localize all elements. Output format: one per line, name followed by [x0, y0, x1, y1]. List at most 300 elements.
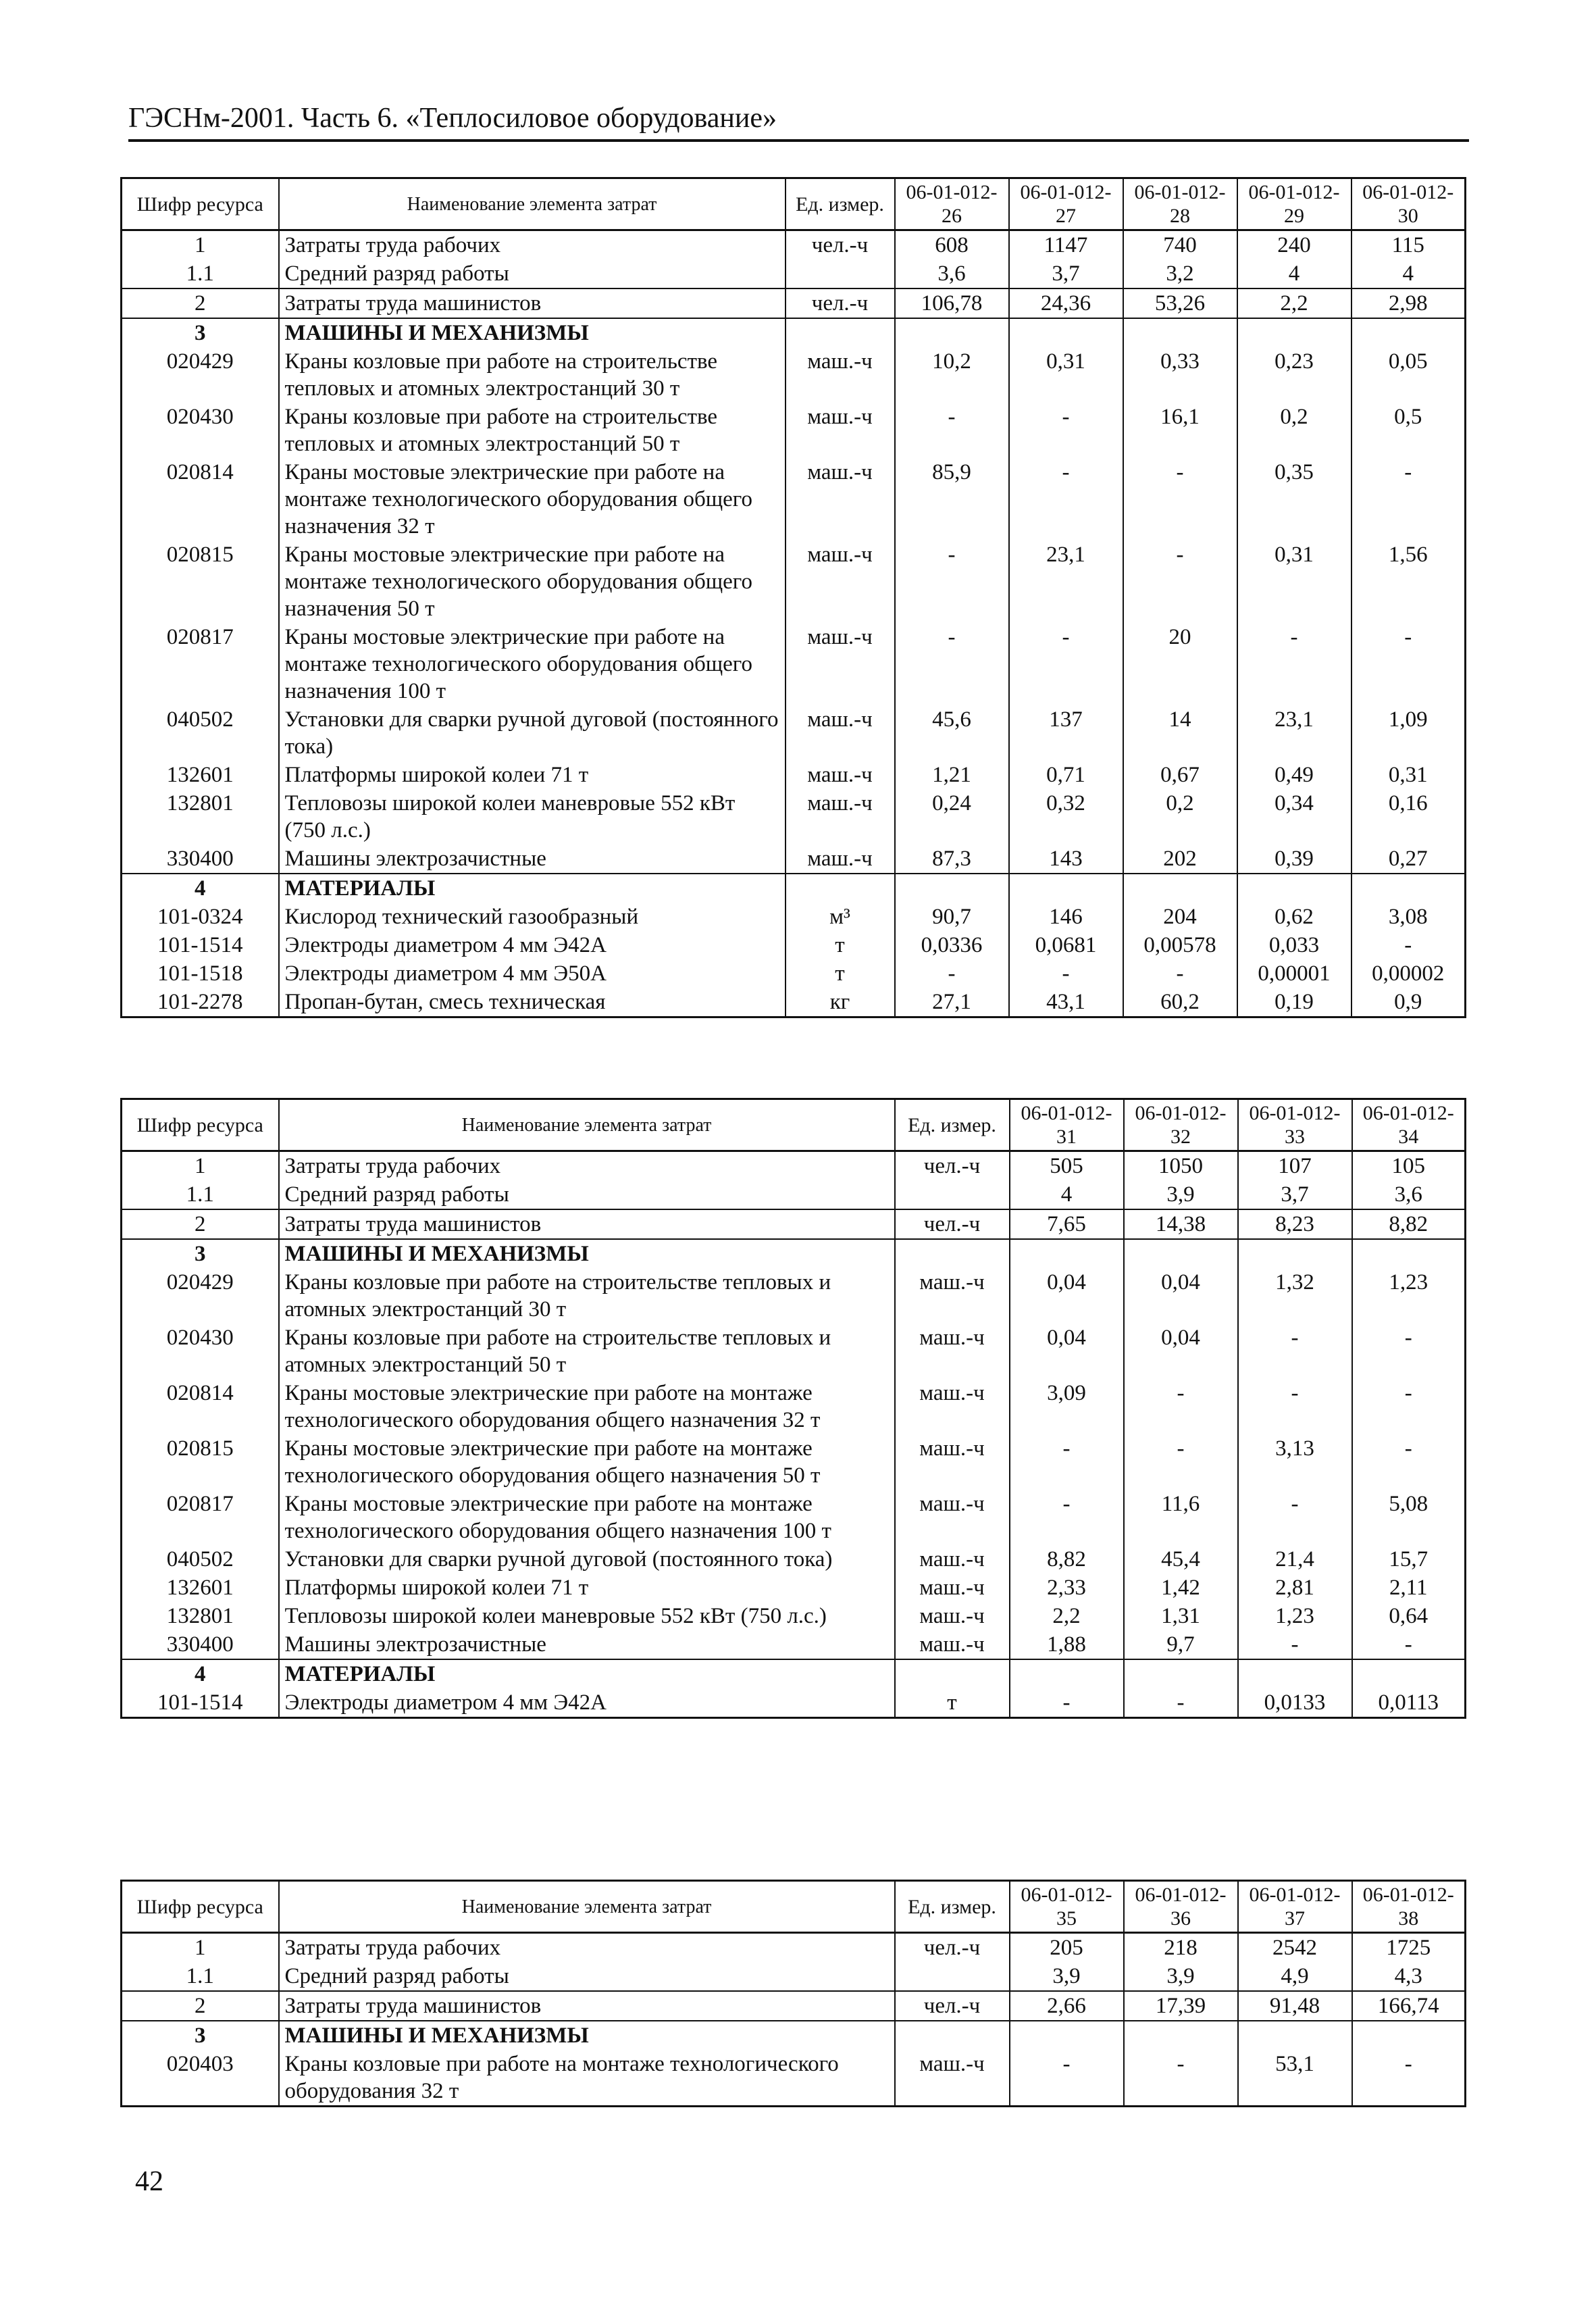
table-row: [122, 403, 1466, 458]
resource-value: 0,33: [1123, 347, 1237, 403]
resource-value: [1237, 318, 1352, 347]
table-body: [122, 1933, 1466, 2107]
resource-value: 0,00001: [1237, 959, 1352, 988]
resource-value: 0,32: [1009, 789, 1123, 845]
resource-code: 040502: [122, 1545, 279, 1574]
resource-value: 1,21: [895, 761, 1009, 789]
resource-unit: чел.-ч: [786, 230, 895, 260]
resource-value: 0,31: [1009, 347, 1123, 403]
resource-value: 1,56: [1352, 540, 1466, 623]
resource-value: 23,1: [1009, 540, 1123, 623]
resource-code: 020817: [122, 623, 279, 705]
resource-value: 10,2: [895, 347, 1009, 403]
resource-code: 020429: [122, 347, 279, 403]
resource-value: -: [1123, 458, 1237, 540]
header-name: Наименование элемента затрат: [279, 1881, 895, 1933]
resource-value: 2,66: [1010, 1991, 1124, 2021]
table-row: [122, 623, 1466, 705]
resource-value: 115: [1352, 230, 1466, 260]
resource-code: 040502: [122, 705, 279, 761]
resource-code: 020403: [122, 2050, 279, 2107]
resource-value: [1124, 1239, 1238, 1268]
resource-value: -: [1238, 1630, 1352, 1659]
resource-value: -: [1352, 931, 1466, 959]
resource-code: 132801: [122, 789, 279, 845]
resource-code: 132801: [122, 1602, 279, 1630]
resource-name: Средний разряд работы: [279, 1962, 895, 1991]
resource-name: Установки для сварки ручной дуговой (постоянного тока): [279, 705, 786, 761]
resource-value: 0,04: [1010, 1324, 1124, 1379]
resource-unit: маш.-ч: [786, 623, 895, 705]
resource-name: Краны мостовые электрические при работе на монтаже технологического оборудования общего назначения 50 т: [279, 1434, 895, 1490]
table-row: [122, 288, 1466, 318]
resource-name: Краны козловые при работе на строительстве тепловых и атомных электростанций 30 т: [279, 347, 786, 403]
resource-value: 16,1: [1123, 403, 1237, 458]
resource-unit: чел.-ч: [786, 288, 895, 318]
resource-value: -: [895, 959, 1009, 988]
resource-value: 0,05: [1352, 347, 1466, 403]
resource-value: [1237, 874, 1352, 903]
table-row: [122, 931, 1466, 959]
resource-unit: [895, 2021, 1010, 2050]
resource-value: 205: [1010, 1933, 1124, 1963]
resource-name: Затраты труда рабочих: [279, 230, 786, 260]
resource-code: 1.1: [122, 1180, 279, 1209]
resource-name: Краны мостовые электрические при работе на монтаже технологического оборудования общего назначения 100 т: [279, 1490, 895, 1545]
resource-code: 3: [122, 1239, 279, 1268]
table-row: [122, 347, 1466, 403]
resource-value: [1352, 1239, 1466, 1268]
resource-value: 0,19: [1237, 988, 1352, 1017]
resource-name: Краны козловые при работе на строительстве тепловых и атомных электростанций 50 т: [279, 1324, 895, 1379]
table-row: [122, 988, 1466, 1017]
resource-value: 107: [1238, 1151, 1352, 1181]
resource-value: 14,38: [1124, 1209, 1238, 1239]
resource-unit: маш.-ч: [895, 1545, 1010, 1574]
resource-value: 3,2: [1123, 259, 1237, 288]
resource-code: 101-1518: [122, 959, 279, 988]
resource-unit: маш.-ч: [786, 789, 895, 845]
resource-value: 0,23: [1237, 347, 1352, 403]
resource-unit: чел.-ч: [895, 1151, 1010, 1181]
resource-unit: маш.-ч: [786, 845, 895, 874]
resource-code: 2: [122, 1209, 279, 1239]
resource-name: Тепловозы широкой колеи маневровые 552 кВт (750 л.с.): [279, 789, 786, 845]
table-row: [122, 1268, 1466, 1324]
resource-value: 3,9: [1010, 1962, 1124, 1991]
resource-code: 101-1514: [122, 931, 279, 959]
resource-name: Кислород технический газообразный: [279, 903, 786, 931]
resource-value: 1147: [1009, 230, 1123, 260]
resource-unit: маш.-ч: [786, 458, 895, 540]
resource-unit: маш.-ч: [895, 2050, 1010, 2107]
resource-unit: маш.-ч: [786, 705, 895, 761]
resource-value: -: [1352, 2050, 1466, 2107]
resource-value: 0,16: [1352, 789, 1466, 845]
header-column: 06-01-012-26: [895, 178, 1009, 230]
resource-code: 020430: [122, 403, 279, 458]
resource-unit: кг: [786, 988, 895, 1017]
resource-value: 0,62: [1237, 903, 1352, 931]
resource-value: 0,35: [1237, 458, 1352, 540]
resource-value: 60,2: [1123, 988, 1237, 1017]
resource-name: Краны мостовые электрические при работе на монтаже технологического оборудования общего назначения 32 т: [279, 1379, 895, 1434]
table-row: [122, 540, 1466, 623]
resource-code: 020817: [122, 1490, 279, 1545]
resource-name: Краны мостовые электрические при работе на монтаже технологического оборудования общего назначения 100 т: [279, 623, 786, 705]
resource-name: Установки для сварки ручной дуговой (постоянного тока): [279, 1545, 895, 1574]
resource-value: 106,78: [895, 288, 1009, 318]
resource-value: 15,7: [1352, 1545, 1466, 1574]
resource-table-1: [120, 177, 1466, 1018]
resource-code: 3: [122, 318, 279, 347]
resource-unit: маш.-ч: [895, 1379, 1010, 1434]
resource-value: 0,04: [1124, 1268, 1238, 1324]
resource-value: 0,64: [1352, 1602, 1466, 1630]
table-row: [122, 1209, 1466, 1239]
section-row: [122, 2021, 1466, 2050]
resource-value: -: [1009, 623, 1123, 705]
resource-value: [1123, 874, 1237, 903]
resource-code: 020815: [122, 540, 279, 623]
resource-value: -: [1124, 1688, 1238, 1718]
resource-unit: чел.-ч: [895, 1991, 1010, 2021]
resource-value: 1050: [1124, 1151, 1238, 1181]
table-row: [122, 1151, 1466, 1181]
resource-unit: т: [786, 959, 895, 988]
resource-value: 3,09: [1010, 1379, 1124, 1434]
resource-value: 7,65: [1010, 1209, 1124, 1239]
resource-code: 020814: [122, 1379, 279, 1434]
resource-value: 91,48: [1238, 1991, 1352, 2021]
table-row: [122, 1574, 1466, 1602]
resource-value: 20: [1123, 623, 1237, 705]
resource-unit: маш.-ч: [786, 347, 895, 403]
resource-value: -: [1352, 1434, 1466, 1490]
resource-code: 330400: [122, 845, 279, 874]
resource-value: 4: [1352, 259, 1466, 288]
resource-code: 2: [122, 288, 279, 318]
resource-value: -: [1124, 1434, 1238, 1490]
resource-value: 4,9: [1238, 1962, 1352, 1991]
resource-value: 1,31: [1124, 1602, 1238, 1630]
resource-value: 3,08: [1352, 903, 1466, 931]
resource-value: 0,34: [1237, 789, 1352, 845]
table-row: [122, 845, 1466, 874]
table-header-row: [122, 1881, 1466, 1933]
resource-name: Электроды диаметром 4 мм Э42А: [279, 931, 786, 959]
resource-value: -: [1009, 458, 1123, 540]
resource-value: -: [895, 540, 1009, 623]
resource-value: 0,9: [1352, 988, 1466, 1017]
resource-value: -: [1009, 959, 1123, 988]
resource-name: Затраты труда машинистов: [279, 1991, 895, 2021]
table-row: [122, 1602, 1466, 1630]
resource-value: 45,4: [1124, 1545, 1238, 1574]
resource-code: 2: [122, 1991, 279, 2021]
resource-name: Электроды диаметром 4 мм Э42А: [279, 1688, 895, 1718]
resource-name: Краны мостовые электрические при работе на монтаже технологического оборудования общего назначения 32 т: [279, 458, 786, 540]
resource-value: -: [1123, 959, 1237, 988]
table-row: [122, 1962, 1466, 1991]
resource-unit: [786, 874, 895, 903]
table-row: [122, 1688, 1466, 1718]
resource-name: МАШИНЫ И МЕХАНИЗМЫ: [279, 1239, 895, 1268]
resource-value: 0,27: [1352, 845, 1466, 874]
resource-value: -: [1010, 1490, 1124, 1545]
resource-unit: [895, 1180, 1010, 1209]
resource-name: Краны козловые при работе на монтаже технологического оборудования 32 т: [279, 2050, 895, 2107]
resource-value: 218: [1124, 1933, 1238, 1963]
header-column: 06-01-012-32: [1124, 1099, 1238, 1151]
resource-value: 8,82: [1352, 1209, 1466, 1239]
resource-value: -: [1352, 623, 1466, 705]
resource-value: 740: [1123, 230, 1237, 260]
resource-value: 14: [1123, 705, 1237, 761]
header-column: 06-01-012-30: [1352, 178, 1466, 230]
resource-value: 146: [1009, 903, 1123, 931]
header-column: 06-01-012-27: [1009, 178, 1123, 230]
resource-value: 27,1: [895, 988, 1009, 1017]
resource-name: МАШИНЫ И МЕХАНИЗМЫ: [279, 318, 786, 347]
resource-value: 1,32: [1238, 1268, 1352, 1324]
resource-code: 101-2278: [122, 988, 279, 1017]
resource-value: -: [1237, 623, 1352, 705]
resource-code: 1: [122, 1151, 279, 1181]
page-header: ГЭСНм-2001. Часть 6. «Теплосиловое оборудование»: [128, 100, 1469, 142]
table-row: [122, 959, 1466, 988]
resource-unit: т: [895, 1688, 1010, 1718]
section-row: [122, 1239, 1466, 1268]
resource-code: 020429: [122, 1268, 279, 1324]
header-name: Наименование элемента затрат: [279, 1099, 895, 1151]
resource-unit: м³: [786, 903, 895, 931]
resource-name: Средний разряд работы: [279, 259, 786, 288]
resource-value: 202: [1123, 845, 1237, 874]
resource-value: 204: [1123, 903, 1237, 931]
resource-value: [1010, 1659, 1124, 1688]
page-number: 42: [135, 2166, 163, 2197]
table-row: [122, 1991, 1466, 2021]
resource-code: 4: [122, 1659, 279, 1688]
resource-value: 1,09: [1352, 705, 1466, 761]
resource-value: -: [1352, 1324, 1466, 1379]
resource-value: [1010, 1239, 1124, 1268]
resource-code: 4: [122, 874, 279, 903]
resource-name: Затраты труда рабочих: [279, 1151, 895, 1181]
resource-value: 4: [1010, 1180, 1124, 1209]
resource-value: -: [1123, 540, 1237, 623]
resource-unit: маш.-ч: [786, 540, 895, 623]
header-column: 06-01-012-33: [1238, 1099, 1352, 1151]
resource-value: 0,5: [1352, 403, 1466, 458]
resource-code: 101-1514: [122, 1688, 279, 1718]
table-row: [122, 1379, 1466, 1434]
resource-value: [1123, 318, 1237, 347]
table-row: [122, 789, 1466, 845]
resource-value: 1,42: [1124, 1574, 1238, 1602]
resource-value: 1,23: [1238, 1602, 1352, 1630]
resource-unit: маш.-ч: [895, 1574, 1010, 1602]
resource-value: 1,23: [1352, 1268, 1466, 1324]
resource-value: 85,9: [895, 458, 1009, 540]
resource-value: 2,98: [1352, 288, 1466, 318]
resource-value: [1010, 2021, 1124, 2050]
resource-name: Тепловозы широкой колеи маневровые 552 кВт (750 л.с.): [279, 1602, 895, 1630]
resource-value: 105: [1352, 1151, 1466, 1181]
resource-value: 0,31: [1237, 540, 1352, 623]
resource-unit: маш.-ч: [895, 1268, 1010, 1324]
header-code: Шифр ресурса: [122, 1099, 279, 1151]
resource-name: Машины электрозачистные: [279, 845, 786, 874]
resource-value: 17,39: [1124, 1991, 1238, 2021]
resource-value: [1352, 318, 1466, 347]
resource-name: Платформы широкой колеи 71 т: [279, 761, 786, 789]
resource-value: 0,31: [1352, 761, 1466, 789]
resource-code: 330400: [122, 1630, 279, 1659]
resource-value: 3,9: [1124, 1180, 1238, 1209]
resource-value: 0,033: [1237, 931, 1352, 959]
header-name: Наименование элемента затрат: [279, 178, 786, 230]
resource-value: 4,3: [1352, 1962, 1466, 1991]
resource-name: Пропан-бутан, смесь техническая: [279, 988, 786, 1017]
resource-unit: [895, 1239, 1010, 1268]
table-row: [122, 2050, 1466, 2107]
resource-value: 3,13: [1238, 1434, 1352, 1490]
resource-name: Машины электрозачистные: [279, 1630, 895, 1659]
resource-unit: т: [786, 931, 895, 959]
resource-unit: [786, 259, 895, 288]
resource-value: -: [1124, 1379, 1238, 1434]
table-row: [122, 1324, 1466, 1379]
section-row: [122, 1659, 1466, 1688]
header-column: 06-01-012-37: [1238, 1881, 1352, 1933]
table-body: [122, 230, 1466, 1017]
resource-name: Краны козловые при работе на строительстве тепловых и атомных электростанций 30 т: [279, 1268, 895, 1324]
header-code: Шифр ресурса: [122, 178, 279, 230]
resource-value: 2,2: [1010, 1602, 1124, 1630]
resource-unit: маш.-ч: [786, 403, 895, 458]
resource-name: Затраты труда машинистов: [279, 1209, 895, 1239]
resource-code: 3: [122, 2021, 279, 2050]
resource-code: 132601: [122, 761, 279, 789]
resource-value: 53,26: [1123, 288, 1237, 318]
resource-value: 2,11: [1352, 1574, 1466, 1602]
resource-value: 0,0133: [1238, 1688, 1352, 1718]
table-row: [122, 230, 1466, 260]
resource-unit: маш.-ч: [786, 761, 895, 789]
resource-name: МАШИНЫ И МЕХАНИЗМЫ: [279, 2021, 895, 2050]
resource-value: [1009, 318, 1123, 347]
resource-value: 0,04: [1010, 1268, 1124, 1324]
resource-value: 166,74: [1352, 1991, 1466, 2021]
table-row: [122, 1630, 1466, 1659]
table-body: [122, 1151, 1466, 1718]
resource-value: [1238, 2021, 1352, 2050]
resource-value: 8,23: [1238, 1209, 1352, 1239]
resource-unit: [786, 318, 895, 347]
resource-value: 9,7: [1124, 1630, 1238, 1659]
resource-value: -: [1124, 2050, 1238, 2107]
resource-value: -: [1238, 1379, 1352, 1434]
table-row: [122, 1490, 1466, 1545]
resource-code: 101-0324: [122, 903, 279, 931]
table-header-row: [122, 1099, 1466, 1151]
resource-name: Средний разряд работы: [279, 1180, 895, 1209]
resource-value: 608: [895, 230, 1009, 260]
resource-unit: маш.-ч: [895, 1324, 1010, 1379]
resource-value: 11,6: [1124, 1490, 1238, 1545]
resource-value: 0,24: [895, 789, 1009, 845]
resource-value: 23,1: [1237, 705, 1352, 761]
resource-unit: маш.-ч: [895, 1602, 1010, 1630]
resource-value: 43,1: [1009, 988, 1123, 1017]
resource-value: 4: [1237, 259, 1352, 288]
resource-name: Краны козловые при работе на строительстве тепловых и атомных электростанций 50 т: [279, 403, 786, 458]
resource-value: 3,9: [1124, 1962, 1238, 1991]
resource-value: [1238, 1239, 1352, 1268]
resource-value: 5,08: [1352, 1490, 1466, 1545]
resource-value: [1009, 874, 1123, 903]
resource-value: [895, 318, 1009, 347]
resource-name: Затраты труда рабочих: [279, 1933, 895, 1963]
resource-value: 143: [1009, 845, 1123, 874]
resource-value: 8,82: [1010, 1545, 1124, 1574]
resource-code: 020815: [122, 1434, 279, 1490]
resource-value: 2,2: [1237, 288, 1352, 318]
table-row: [122, 1434, 1466, 1490]
section-row: [122, 874, 1466, 903]
resource-value: 0,2: [1237, 403, 1352, 458]
resource-name: Краны мостовые электрические при работе на монтаже технологического оборудования общего назначения 50 т: [279, 540, 786, 623]
resource-value: [1124, 1659, 1238, 1688]
resource-value: -: [1352, 458, 1466, 540]
header-column: 06-01-012-31: [1010, 1099, 1124, 1151]
resource-value: 1,88: [1010, 1630, 1124, 1659]
table-row: [122, 1180, 1466, 1209]
resource-code: 020814: [122, 458, 279, 540]
resource-code: 1: [122, 230, 279, 260]
resource-value: 0,49: [1237, 761, 1352, 789]
resource-code: 132601: [122, 1574, 279, 1602]
resource-value: 0,39: [1237, 845, 1352, 874]
resource-value: 3,7: [1238, 1180, 1352, 1209]
header-column: 06-01-012-35: [1010, 1881, 1124, 1933]
resource-value: -: [1009, 403, 1123, 458]
header-code: Шифр ресурса: [122, 1881, 279, 1933]
resource-unit: маш.-ч: [895, 1434, 1010, 1490]
table-header-row: [122, 178, 1466, 230]
resource-value: [1352, 2021, 1466, 2050]
resource-unit: маш.-ч: [895, 1490, 1010, 1545]
resource-value: 45,6: [895, 705, 1009, 761]
resource-value: [1238, 1659, 1352, 1688]
resource-value: 0,0113: [1352, 1688, 1466, 1718]
resource-unit: [895, 1962, 1010, 1991]
resource-value: 0,04: [1124, 1324, 1238, 1379]
resource-value: 3,7: [1009, 259, 1123, 288]
table-row: [122, 705, 1466, 761]
resource-value: -: [1010, 1434, 1124, 1490]
header-column: 06-01-012-28: [1123, 178, 1237, 230]
header-unit: Ед. измер.: [895, 1099, 1010, 1151]
resource-value: -: [1352, 1630, 1466, 1659]
resource-value: 0,71: [1009, 761, 1123, 789]
table-row: [122, 1933, 1466, 1963]
resource-table-2: [120, 1098, 1466, 1719]
resource-value: [1124, 2021, 1238, 2050]
resource-value: 2542: [1238, 1933, 1352, 1963]
